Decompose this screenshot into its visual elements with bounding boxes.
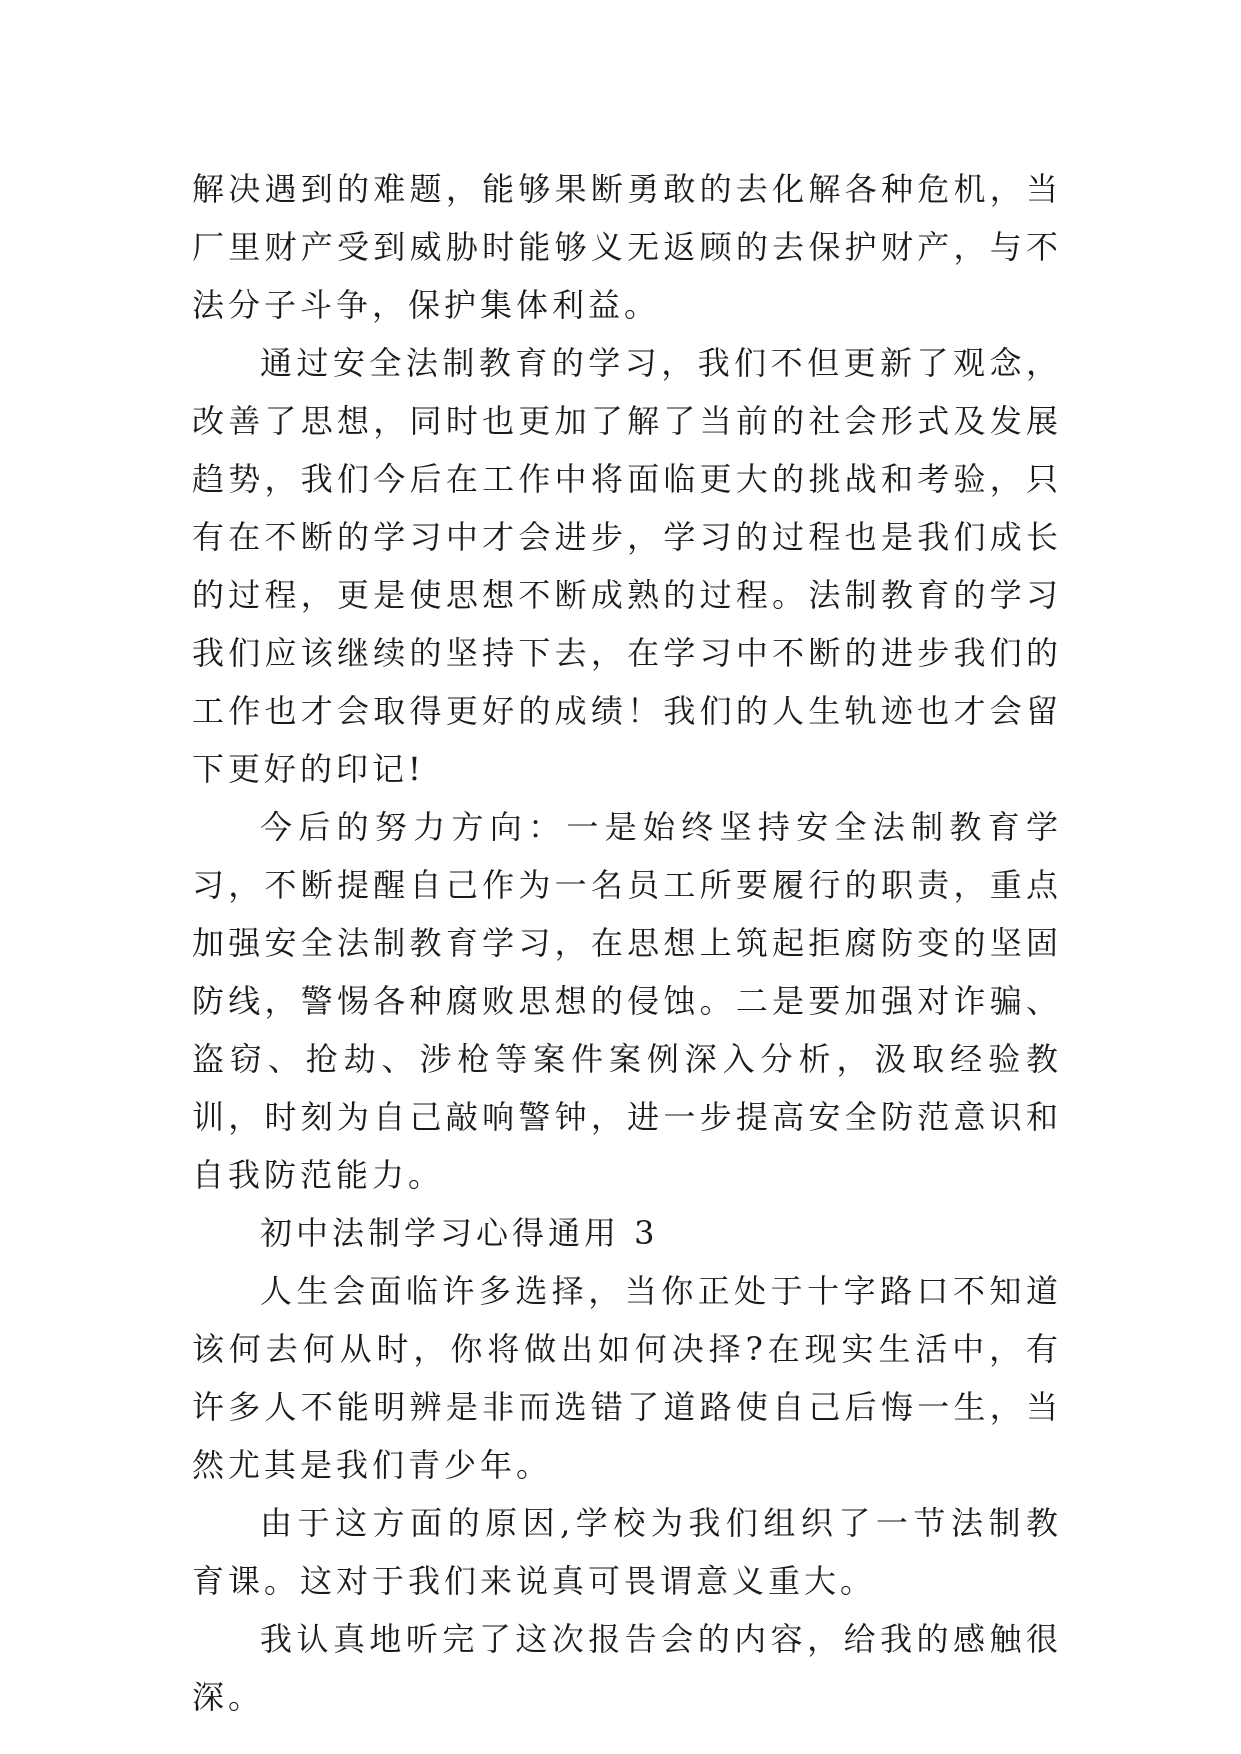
paragraph-school-class: 由于这方面的原因,学校为我们组织了一节法制教育课。这对于我们来说真可畏谓意义重大。 [192,1504,1062,1600]
paragraph-future-direction: 今后的努力方向：一是始终坚持安全法制教育学习，不断提醒自己作为一名员工所要履行的职责，重点加强安全法制教育学习，在思想上筑起拒腐防变的坚固防线，警惕各种腐败思想的侵蚀。二是要加强对诈骗、盗窃、抢劫、涉枪等案件案例深入分析，汲取经验教训，时刻为自己敲响警钟，进一步提高安全防范意识和自我防范能力。 [192,808,1062,1194]
document-body [192,160,1062,1726]
paragraph-study-benefits: 通过安全法制教育的学习，我们不但更新了观念，改善了思想，同时也更加了解了当前的社会形式及发展趋势，我们今后在工作中将面临更大的挑战和考验，只有在不断的学习中才会进步，学习的过程也是我们成长的过程，更是使思想不断成熟的过程。法制教育的学习我们应该继续的坚持下去，在学习中不断的进步我们的工作也才会取得更好的成绩！我们的人生轨迹也才会留下更好的印记! [192,344,1062,788]
paragraph-continuation: 解决遇到的难题，能够果断勇敢的去化解各种危机，当厂里财产受到威胁时能够义无返顾的去保护财产，与不法分子斗争，保护集体利益。 [192,170,1062,324]
paragraph-life-choices: 人生会面临许多选择，当你正处于十字路口不知道该何去何从时，你将做出如何决择?在现实生活中，有许多人不能明辨是非而选错了道路使自己后悔一生，当然尤其是我们青少年。 [192,1272,1062,1484]
paragraph-report-impression: 我认真地听完了这次报告会的内容，给我的感触很深。 [192,1620,1062,1716]
section-heading: 初中法制学习心得通用 3 [260,1214,659,1252]
